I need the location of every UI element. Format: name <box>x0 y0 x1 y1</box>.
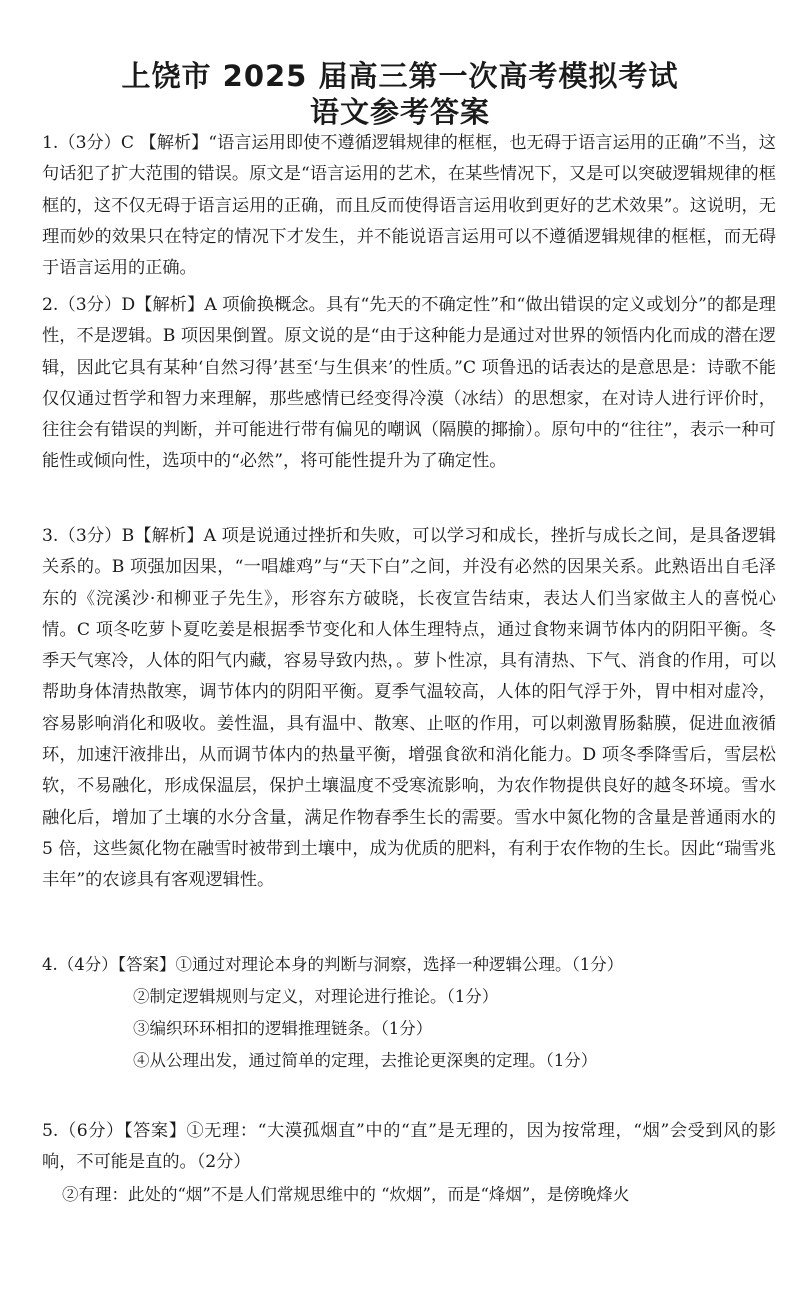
answer-4-line-3: ③编织环环相扣的逻辑推理链条。（1分） <box>133 1019 433 1038</box>
answer-4-line-4: ④从公理出发，通过简单的定理，去推论更深奥的定理。（1分） <box>133 1051 598 1070</box>
answer-1: 1.（3分）C 【解析】“语言运用即使不遵循逻辑规律的框框，也无碍于语言运用的正确”不当，这句话犯了扩大范围的错误。原文是“语言运用的艺术，在某些情况下，又是可以突破逻辑规律的框框的，这不仅无碍于语言运用的正确，而且反而使得语言运用收到更好的艺术效果”。这说明，无理而妙的效果只在特定的情况下才发生，并不能说语言运用可以不遵循逻辑规律的框框，而无碍于语言运用的正确。 <box>42 133 776 279</box>
answer-5-part-2: ②有理：此处的“烟”不是人们常规思维中的 “炊烟”，而是“烽烟”，是傍晚烽火 <box>62 1185 630 1204</box>
answer-5-part-1: 5.（6分）【答案】①无理：“大漠孤烟直”中的“直”是无理的，因为按常理，“烟”会受到风的影响，不可能是直的。（2分） <box>42 1121 776 1173</box>
page-subtitle: 语文参考答案 <box>309 95 490 129</box>
answer-3: 3.（3分）B【解析】A 项是说通过挫折和失败，可以学习和成长，挫折与成长之间，是具备逻辑关系的。B 项强加因果，“一唱雄鸡”与“天下白”之间，并没有必然的因果关系。此熟语出自毛泽东的《浣溪沙·和柳亚子先生》，形容东方破晓，长夜宣告结束，表达人们当家做主人的喜悦心情。C 项冬吃萝卜夏吃姜是根据季节变化和人体生理特点，通过食物来调节体内的阴阳平衡。冬季天气寒冷，人体的阳气内藏，容易导致内热，。萝卜性凉，具有清热、下气、消食的作用，可以帮助身体清热散寒，调节体内的阴阳平衡。夏季气温较高，人体的阳气浮于外，胃中相对虚冷，容易影响消化和吸收。姜性温，具有温中、散寒、止呕的作用，可以刺激胃肠黏膜，促进血液循环，加速汗液排出，从而调节体内的热量平衡，增强食欲和消化能力。D 项冬季降雪后，雪层松软，不易融化，形成保温层，保护土壤温度不受寒流影响，为农作物提供良好的越冬环境。雪水融化后，增加了土壤的水分含量，满足作物春季生长的需要。雪水中氮化物的含量是普通雨水的 5 倍，这些氮化物在融雪时被带到土壤中，成为优质的肥料，有利于农作物的生长。因此“瑞雪兆丰年”的农谚具有客观逻辑性。 <box>42 526 776 891</box>
answer-4-line-1: 4.（4分）【答案】①通过对理论本身的判断与洞察，选择一种逻辑公理。（1分） <box>42 955 624 974</box>
answer-2: 2.（3分）D【解析】A 项偷换概念。具有“先天的不确定性”和“做出错误的定义或划分”的都是理性，不是逻辑。B 项因果倒置。原文说的是“由于这种能力是通过对世界的领悟内化而成的潜在逻辑，因此它具有某种‘自然习得’甚至‘与生俱来’的性质。”C 项鲁迅的话表达的是意思是：诗歌不能仅仅通过哲学和智力来理解，那些感情已经变得冷漠（冰结）的思想家，在对诗人进行评价时，往往会有错误的判断，并可能进行带有偏见的嘲讽（隔膜的揶揄）。原句中的“往往”，表示一种可能性或倾向性，选项中的“必然”，将可能性提升为了确定性。 <box>42 295 776 472</box>
answer-4-line-2: ②制定逻辑规则与定义，对理论进行推论。（1分） <box>133 987 499 1006</box>
page-title: 上饶市 2025 届高三第一次高考模拟考试 <box>121 59 679 93</box>
